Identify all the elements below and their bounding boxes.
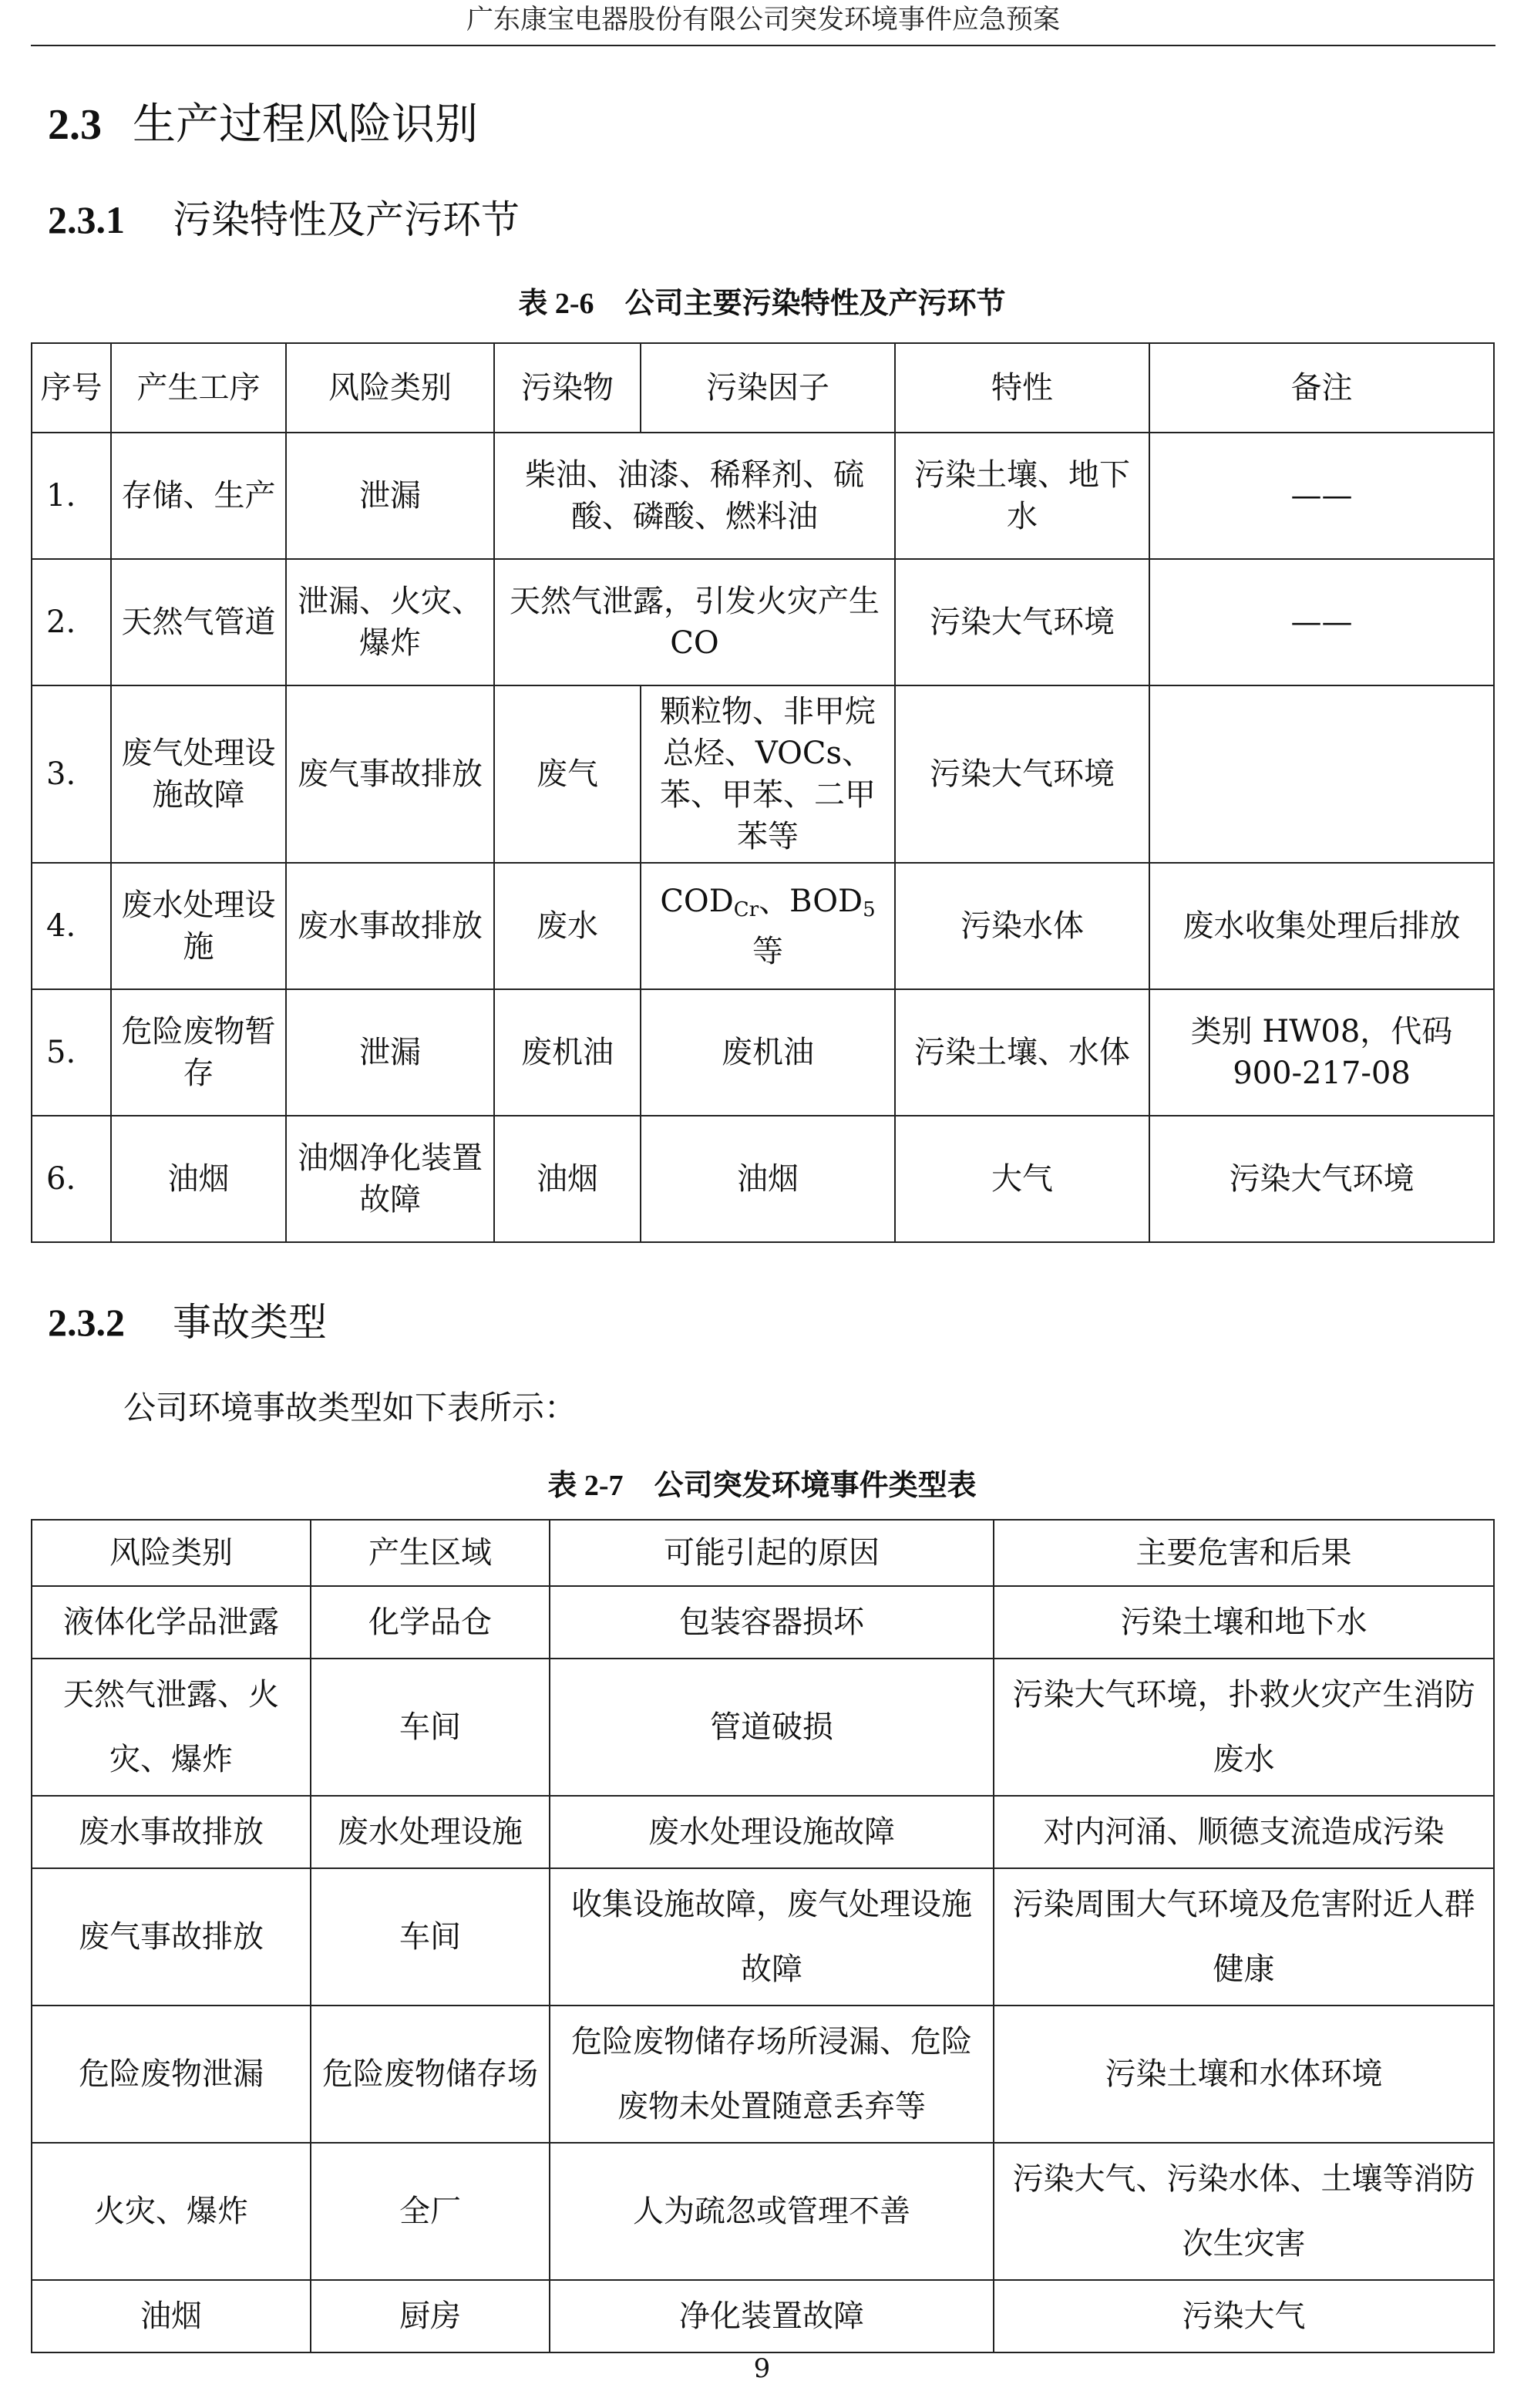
table2-header-cell: 可能引起的原因 <box>550 1520 994 1586</box>
area-cell: 车间 <box>311 1868 550 2006</box>
property-cell: 大气 <box>895 1116 1149 1242</box>
table1-caption <box>0 279 1524 322</box>
consequence-cell: 污染大气环境，扑救火灾产生消防废水 <box>994 1659 1494 1796</box>
row-number: 1. <box>32 433 111 559</box>
table2-caption-text: 公司突发环境事件类型表 <box>654 1467 977 1502</box>
consequence-cell: 污染周围大气环境及危害附近人群健康 <box>994 1868 1494 2006</box>
cause-cell: 废水处理设施故障 <box>550 1796 994 1868</box>
table-row <box>32 2280 1494 2352</box>
table-row <box>32 1116 1494 1242</box>
table-row <box>32 433 1494 559</box>
factor-bod: 、BOD <box>759 883 863 919</box>
cause-cell: 管道破损 <box>550 1659 994 1796</box>
section-title: 生产过程风险识别 <box>133 99 478 150</box>
subsection-title-1: 污染特性及产污环节 <box>173 197 520 242</box>
factor-cod-subscript: Cr <box>733 898 759 921</box>
risk-cell: 泄漏 <box>286 989 494 1116</box>
pollutant-cell: 油烟 <box>494 1116 641 1242</box>
table-row <box>32 863 1494 989</box>
pollutant-cell: 废水 <box>494 863 641 989</box>
process-cell: 存储、生产 <box>111 433 286 559</box>
subsection-number-1: 2.3.1 <box>48 198 125 241</box>
row-number: 6. <box>32 1116 111 1242</box>
area-cell: 全厂 <box>311 2143 550 2280</box>
subsection-title-2: 事故类型 <box>173 1300 327 1345</box>
factor-cell <box>641 863 895 989</box>
area-cell: 厨房 <box>311 2280 550 2352</box>
risk-cell: 废水事故排放 <box>32 1796 311 1868</box>
risk-cell: 废气事故排放 <box>286 685 494 863</box>
factor-bod-subscript: 5 <box>863 898 876 921</box>
process-cell: 危险废物暂存 <box>111 989 286 1116</box>
pollutant-factor-cell: 天然气泄露，引发火灾产生CO <box>494 559 895 685</box>
area-cell: 车间 <box>311 1659 550 1796</box>
process-cell: 天然气管道 <box>111 559 286 685</box>
remark-cell: 类别 HW08，代码 900-217-08 <box>1149 989 1494 1116</box>
table2-header-cell: 主要危害和后果 <box>994 1520 1494 1586</box>
pollutant-cell: 废机油 <box>494 989 641 1116</box>
table-row <box>32 989 1494 1116</box>
table2-header-cell: 风险类别 <box>32 1520 311 1586</box>
property-cell: 污染土壤、水体 <box>895 989 1149 1116</box>
subsection-heading-1 <box>48 193 520 247</box>
cause-cell: 净化装置故障 <box>550 2280 994 2352</box>
consequence-cell: 污染土壤和水体环境 <box>994 2006 1494 2143</box>
process-cell: 废气处理设施故障 <box>111 685 286 863</box>
table2-caption-number: 表 2-7 <box>547 1470 624 1502</box>
area-cell: 化学品仓 <box>311 1586 550 1659</box>
section-number: 2.3 <box>48 101 102 149</box>
remark-cell: 废水收集处理后排放 <box>1149 863 1494 989</box>
property-cell: 污染水体 <box>895 863 1149 989</box>
consequence-cell: 污染大气、污染水体、土壤等消防次生灾害 <box>994 2143 1494 2280</box>
risk-cell: 泄漏 <box>286 433 494 559</box>
consequence-cell: 污染大气 <box>994 2280 1494 2352</box>
property-cell: 污染大气环境 <box>895 559 1149 685</box>
table1-caption-number: 表 2-6 <box>518 288 594 320</box>
cause-cell: 人为疏忽或管理不善 <box>550 2143 994 2280</box>
factor-cell: 颗粒物、非甲烷总烃、VOCs、苯、甲苯、二甲苯等 <box>641 685 895 863</box>
consequence-cell: 对内河涌、顺德支流造成污染 <box>994 1796 1494 1868</box>
table1-caption-text: 公司主要污染特性及产污环节 <box>624 285 1006 320</box>
risk-cell: 废水事故排放 <box>286 863 494 989</box>
cause-cell: 危险废物储存场所浸漏、危险废物未处置随意丢弃等 <box>550 2006 994 2143</box>
table-row <box>32 2006 1494 2143</box>
factor-cod: COD <box>660 883 734 919</box>
page-number: 9 <box>753 2353 771 2384</box>
section-heading <box>48 94 478 156</box>
factor-cell: 油烟 <box>641 1116 895 1242</box>
remark-cell: —— <box>1149 559 1494 685</box>
row-number: 3. <box>32 685 111 863</box>
factor-cell: 废机油 <box>641 989 895 1116</box>
incident-type-table <box>31 1519 1495 2353</box>
property-cell: 污染土壤、地下水 <box>895 433 1149 559</box>
row-number: 2. <box>32 559 111 685</box>
table2-header-cell: 产生区域 <box>311 1520 550 1586</box>
remark-cell: 污染大气环境 <box>1149 1116 1494 1242</box>
table1-header-cell: 风险类别 <box>286 343 494 433</box>
table1-header-cell: 污染因子 <box>641 343 895 433</box>
table1-header-cell: 产生工序 <box>111 343 286 433</box>
pollution-table <box>31 342 1495 1243</box>
remark-cell: —— <box>1149 433 1494 559</box>
risk-cell: 液体化学品泄露 <box>32 1586 311 1659</box>
row-number: 5. <box>32 989 111 1116</box>
risk-cell: 火灾、爆炸 <box>32 2143 311 2280</box>
consequence-cell: 污染土壤和地下水 <box>994 1586 1494 1659</box>
risk-cell: 危险废物泄漏 <box>32 2006 311 2143</box>
table1-header-cell: 污染物 <box>494 343 641 433</box>
table-row <box>32 1868 1494 2006</box>
area-cell: 废水处理设施 <box>311 1796 550 1868</box>
subsection-number-2: 2.3.2 <box>48 1301 125 1344</box>
process-cell: 废水处理设施 <box>111 863 286 989</box>
table1-header-cell: 序号 <box>32 343 111 433</box>
row-number: 4. <box>32 863 111 989</box>
table-row <box>32 2143 1494 2280</box>
risk-cell: 废气事故排放 <box>32 1868 311 2006</box>
table2-header-row <box>32 1520 1494 1586</box>
cause-cell: 包装容器损坏 <box>550 1586 994 1659</box>
table-row <box>32 1796 1494 1868</box>
risk-cell: 泄漏、火灾、爆炸 <box>286 559 494 685</box>
intro-paragraph: 公司环境事故类型如下表所示： <box>123 1389 577 1426</box>
risk-cell: 油烟 <box>32 2280 311 2352</box>
risk-cell: 天然气泄露、火灾、爆炸 <box>32 1659 311 1796</box>
table-row <box>32 559 1494 685</box>
table-row <box>32 1586 1494 1659</box>
table1-header-row <box>32 343 1494 433</box>
table2-caption <box>0 1461 1524 1504</box>
table1-header-cell: 备注 <box>1149 343 1494 433</box>
pollutant-cell: 废气 <box>494 685 641 863</box>
subsection-heading-2 <box>48 1295 327 1349</box>
pollutant-factor-cell: 柴油、油漆、稀释剂、硫酸、磷酸、燃料油 <box>494 433 895 559</box>
area-cell: 危险废物储存场 <box>311 2006 550 2143</box>
process-cell: 油烟 <box>111 1116 286 1242</box>
factor-etc: 等 <box>752 933 783 969</box>
table-row <box>32 685 1494 863</box>
property-cell: 污染大气环境 <box>895 685 1149 863</box>
risk-cell: 油烟净化装置故障 <box>286 1116 494 1242</box>
page-header: 广东康宝电器股份有限公司突发环境事件应急预案 <box>31 0 1495 46</box>
table1-header-cell: 特性 <box>895 343 1149 433</box>
table-row <box>32 1659 1494 1796</box>
cause-cell: 收集设施故障，废气处理设施故障 <box>550 1868 994 2006</box>
remark-cell <box>1149 685 1494 863</box>
